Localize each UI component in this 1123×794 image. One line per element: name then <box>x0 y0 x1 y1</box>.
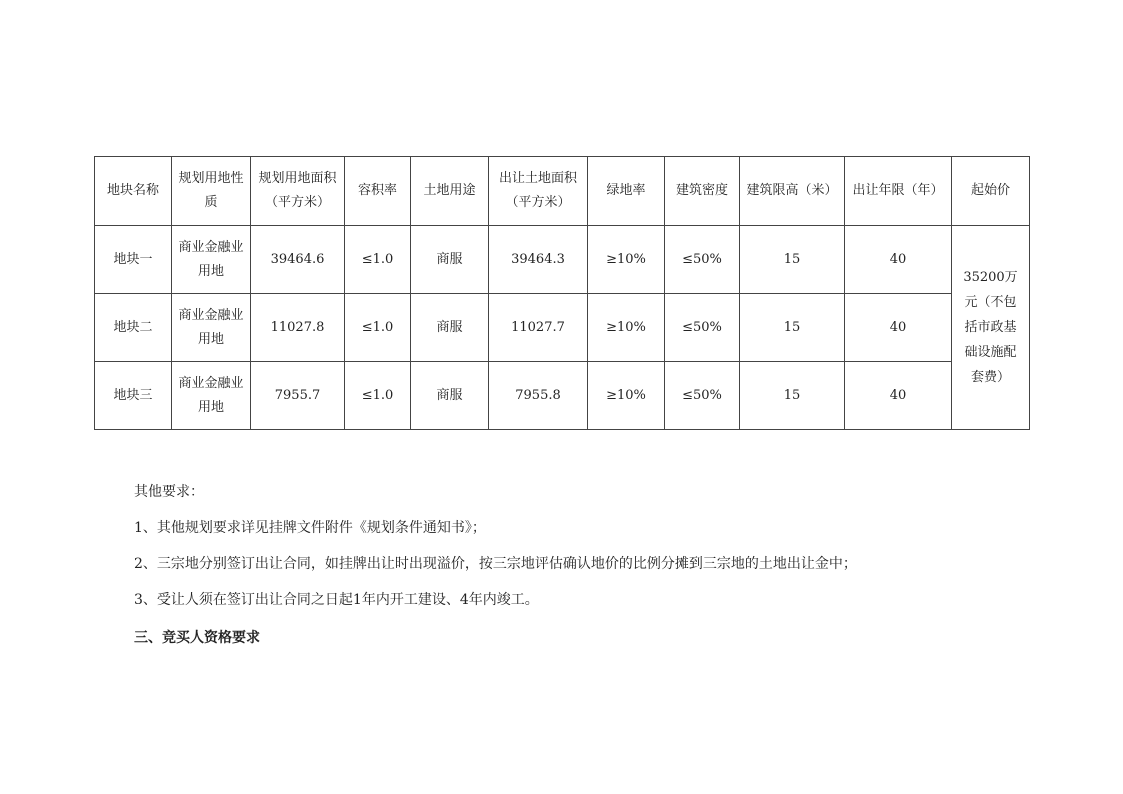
header-land-nature: 规划用地性质 <box>172 157 251 226</box>
header-transfer-area: 出让土地面积（平方米） <box>489 157 588 226</box>
header-building-density: 建筑密度 <box>665 157 740 226</box>
note-item-1: 1、其他规划要求详见挂牌文件附件《规划条件通知书》； <box>134 520 486 536</box>
table-row <box>95 226 1030 294</box>
cell-transfer-term: 40 <box>845 294 952 362</box>
cell-planned-area: 11027.8 <box>251 294 345 362</box>
cell-transfer-term: 40 <box>845 362 952 430</box>
notes-title: 其他要求： <box>134 484 204 500</box>
note-item-3: 3、受让人须在签订出让合同之日起1年内开工建设、4年内竣工。 <box>134 592 539 608</box>
cell-parcel-name: 地块一 <box>95 226 172 294</box>
cell-transfer-area: 11027.7 <box>489 294 588 362</box>
note-item-2: 2、三宗地分别签订出让合同，如挂牌出让时出现溢价，按三宗地评估确认地价的比例分摊到三宗地的土地出让金中； <box>134 556 857 572</box>
cell-building-density: ≤50% <box>665 226 740 294</box>
header-height-limit: 建筑限高（米） <box>740 157 845 226</box>
cell-floor-area-ratio: ≤1.0 <box>345 294 411 362</box>
header-starting-price: 起始价 <box>952 157 1030 226</box>
section-heading: 三、竞买人资格要求 <box>134 630 260 646</box>
table-header-row <box>95 157 1030 226</box>
header-parcel-name: 地块名称 <box>95 157 172 226</box>
cell-green-rate: ≥10% <box>588 362 665 430</box>
cell-building-density: ≤50% <box>665 362 740 430</box>
header-transfer-term: 出让年限（年） <box>845 157 952 226</box>
cell-floor-area-ratio: ≤1.0 <box>345 362 411 430</box>
cell-land-nature: 商业金融业用地 <box>172 226 251 294</box>
table-row <box>95 362 1030 430</box>
cell-height-limit: 15 <box>740 362 845 430</box>
cell-land-use: 商服 <box>411 226 489 294</box>
cell-building-density: ≤50% <box>665 294 740 362</box>
cell-transfer-area: 7955.8 <box>489 362 588 430</box>
cell-land-nature: 商业金融业用地 <box>172 294 251 362</box>
cell-land-use: 商服 <box>411 362 489 430</box>
other-requirements <box>134 478 1034 660</box>
header-green-rate: 绿地率 <box>588 157 665 226</box>
cell-parcel-name: 地块三 <box>95 362 172 430</box>
cell-height-limit: 15 <box>740 294 845 362</box>
land-parcel-table <box>94 156 1030 430</box>
cell-transfer-term: 40 <box>845 226 952 294</box>
cell-green-rate: ≥10% <box>588 294 665 362</box>
table-row <box>95 294 1030 362</box>
cell-height-limit: 15 <box>740 226 845 294</box>
cell-green-rate: ≥10% <box>588 226 665 294</box>
cell-planned-area: 39464.6 <box>251 226 345 294</box>
header-planned-area: 规划用地面积（平方米） <box>251 157 345 226</box>
cell-starting-price: 35200万元（不包括市政基础设施配套费） <box>952 226 1030 430</box>
cell-transfer-area: 39464.3 <box>489 226 588 294</box>
cell-land-use: 商服 <box>411 294 489 362</box>
cell-floor-area-ratio: ≤1.0 <box>345 226 411 294</box>
cell-planned-area: 7955.7 <box>251 362 345 430</box>
header-floor-area-ratio: 容积率 <box>345 157 411 226</box>
cell-parcel-name: 地块二 <box>95 294 172 362</box>
header-land-use: 土地用途 <box>411 157 489 226</box>
cell-land-nature: 商业金融业用地 <box>172 362 251 430</box>
